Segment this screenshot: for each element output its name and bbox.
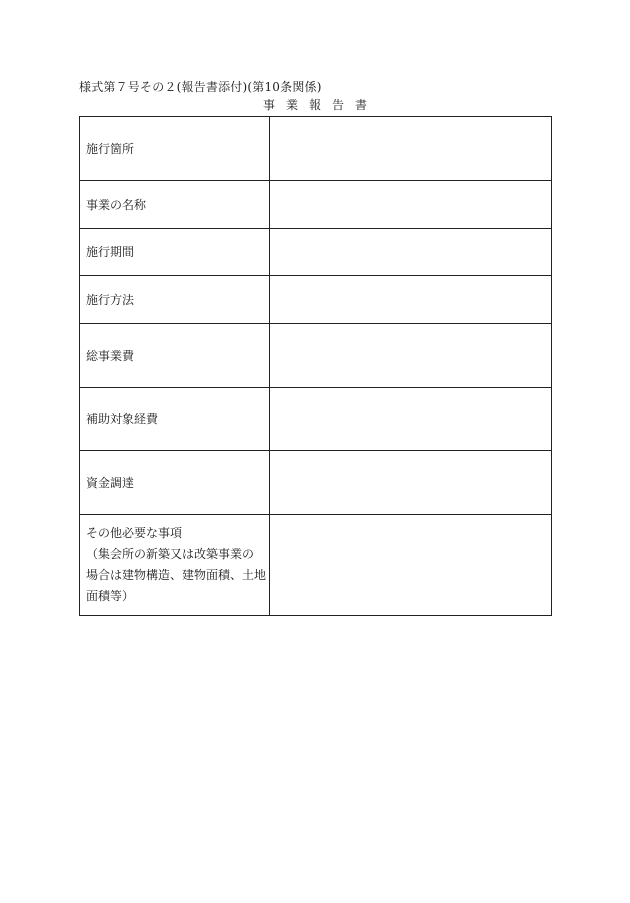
table-row (80, 181, 552, 229)
row-value-period[interactable] (270, 229, 552, 276)
row-label-other-matters (80, 515, 270, 616)
row-value-method[interactable] (270, 276, 552, 324)
document-title: 事業報告書 (262, 98, 378, 112)
row-label-funding: 資金調達 (80, 451, 270, 515)
table-row (80, 324, 552, 388)
other-matters-line-3: 場合は建物構造、建物面積、土地 (86, 568, 267, 582)
row-value-project-name[interactable] (270, 181, 552, 229)
other-matters-line-1: その他必要な事項 (86, 526, 183, 540)
other-matters-line-2: （集会所の新築又は改築事業の (86, 547, 255, 561)
row-label-eligible-cost: 補助対象経費 (80, 388, 270, 451)
table-row (80, 388, 552, 451)
row-label-project-name: 事業の名称 (80, 181, 270, 229)
row-value-funding[interactable] (270, 451, 552, 515)
table-row (80, 229, 552, 276)
table-row (80, 276, 552, 324)
row-label-total-cost: 総事業費 (80, 324, 270, 388)
table-row (80, 451, 552, 515)
row-value-total-cost[interactable] (270, 324, 552, 388)
row-value-eligible-cost[interactable] (270, 388, 552, 451)
row-value-location[interactable] (270, 117, 552, 181)
row-value-other-matters[interactable] (270, 515, 552, 616)
table-row (80, 515, 552, 616)
table-row (80, 117, 552, 181)
report-table (79, 116, 552, 616)
row-label-period: 施行期間 (80, 229, 270, 276)
other-matters-line-4: 面積等） (86, 589, 135, 603)
row-label-method: 施行方法 (80, 276, 270, 324)
form-number: 様式第７号その２(報告書添付)(第10条関係) (79, 80, 322, 94)
row-label-location: 施行箇所 (80, 117, 270, 181)
